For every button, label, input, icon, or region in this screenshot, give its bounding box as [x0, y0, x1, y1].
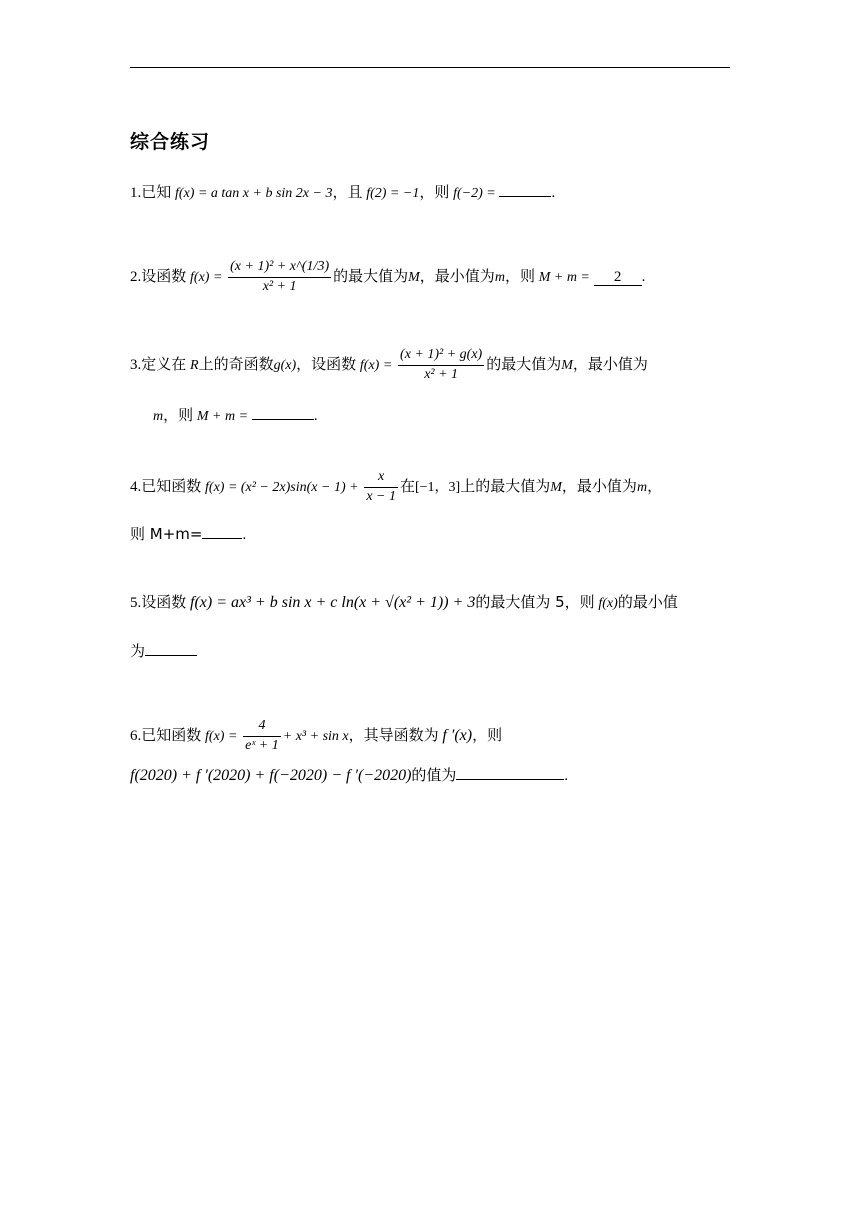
q2-text: 设函数 — [141, 266, 187, 285]
q4-end: . — [242, 527, 247, 543]
q3-text2: 上的奇函数 — [198, 354, 274, 373]
q6-denominator: eˣ + 1 — [245, 737, 279, 753]
q4-text3: 上的最大值为 — [460, 476, 551, 495]
q1-formula: f(x) = a tan x + b sin 2x − 3 — [175, 186, 333, 201]
q6-numerator: 4 — [243, 717, 281, 737]
question-5-line2 — [130, 640, 197, 660]
q3-m: m — [153, 409, 164, 424]
question-number: 3. — [130, 356, 142, 373]
answer-blank[interactable] — [499, 181, 551, 197]
q3-end: . — [313, 408, 318, 424]
q6-text4: 的值为 — [411, 766, 457, 784]
q4-line2: 则 M+m= — [130, 525, 203, 543]
answer-blank[interactable] — [202, 523, 242, 539]
q2-m: m — [494, 269, 505, 285]
q2-text3: ，最小值为 — [419, 266, 495, 285]
question-number: 5. — [130, 595, 142, 611]
q6-text3: ，则 — [472, 725, 503, 744]
question-number: 1. — [130, 185, 142, 201]
q5-text: 设函数 — [141, 593, 187, 611]
q6-text2: ，其导函数为 — [348, 725, 439, 744]
question-number: 2. — [130, 268, 142, 285]
q3-M: M — [561, 357, 573, 373]
q2-ask: M + m = — [538, 269, 590, 285]
question-2 — [130, 258, 645, 297]
q3-denominator: x² + 1 — [424, 366, 459, 382]
q4-text: 已知函数 — [141, 476, 202, 495]
question-6-line2 — [130, 764, 568, 784]
q5-fx: f(x) — [598, 596, 618, 611]
q3-text: 定义在 — [141, 354, 187, 373]
answer-blank[interactable] — [252, 404, 314, 420]
q5-line2: 为 — [130, 642, 146, 660]
q3-R: R — [190, 357, 199, 373]
q4-numerator: x — [364, 468, 398, 488]
q6-text: 已知函数 — [141, 725, 202, 744]
question-number: 6. — [130, 727, 142, 744]
q3-fraction — [398, 346, 484, 385]
q2-text2: 的最大值为 — [333, 266, 409, 285]
q1-sep2: ，则 — [419, 183, 450, 201]
q6-end: . — [564, 768, 569, 784]
header-rule — [130, 67, 730, 68]
question-6 — [130, 717, 502, 756]
answer-blank[interactable] — [145, 640, 197, 656]
q3-text3: ，设函数 — [296, 354, 357, 373]
q2-end: . — [641, 268, 646, 285]
q1-end: . — [551, 185, 556, 201]
q5-text3: 的最小值 — [617, 593, 678, 611]
section-title: 综合练习 — [130, 131, 211, 153]
q1-ask: f(−2) = — [453, 186, 496, 201]
q2-fraction — [228, 258, 331, 297]
q3-ask: M + m = — [196, 409, 249, 424]
q4-M: M — [550, 479, 562, 495]
q3-text4: 的最大值为 — [486, 354, 562, 373]
q6-rest: + x³ + sin x — [282, 728, 349, 744]
q2-denominator: x² + 1 — [262, 278, 297, 294]
q6-lhs: f(x) = — [205, 728, 238, 744]
q6-fraction — [243, 717, 281, 756]
question-number: 4. — [130, 478, 142, 495]
answer-blank[interactable] — [456, 764, 564, 780]
q5-text2: 的最大值为 5，则 — [475, 593, 595, 611]
q2-lhs: f(x) = — [190, 269, 223, 285]
q2-numerator: (x + 1)² + x^(1/3) — [228, 258, 331, 278]
question-3 — [130, 346, 648, 385]
q4-m: m — [636, 479, 648, 495]
q1-condition: f(2) = −1 — [366, 186, 420, 201]
q3-text6: ，则 — [163, 406, 194, 424]
q1-text: 已知 — [141, 183, 172, 201]
question-5 — [130, 595, 678, 611]
q6-expression: f(2020) + f ′(2020) + f(−2020) − f ′(−2020) — [130, 767, 412, 784]
q4-denominator: x − 1 — [366, 488, 396, 504]
q6-derivative: f ′(x) — [442, 726, 473, 744]
question-3-line2 — [153, 404, 318, 424]
question-1 — [130, 181, 555, 201]
question-4 — [130, 468, 662, 507]
q3-numerator: (x + 1)² + g(x) — [398, 346, 484, 366]
q4-text4: ，最小值为 — [561, 476, 637, 495]
q2-M: M — [408, 269, 420, 285]
q3-text5: ，最小值为 — [572, 354, 648, 373]
q4-text2: 在 — [399, 476, 415, 495]
q5-formula: f(x) = ax³ + b sin x + c ln(x + √(x² + 1)) + 3 — [190, 594, 476, 611]
q2-text4: ，则 — [504, 266, 535, 285]
q4-text5: ， — [647, 476, 663, 495]
answer-blank[interactable]: 2 — [594, 270, 642, 286]
q1-sep: ，且 — [332, 183, 363, 201]
q4-interval: [−1，3] — [415, 479, 461, 495]
q4-formula: f(x) = (x² − 2x)sin(x − 1) + — [205, 479, 359, 495]
q4-fraction — [364, 468, 398, 507]
q3-g: g(x) — [273, 357, 297, 373]
q3-lhs: f(x) = — [359, 357, 393, 373]
question-4-line2 — [130, 523, 246, 543]
